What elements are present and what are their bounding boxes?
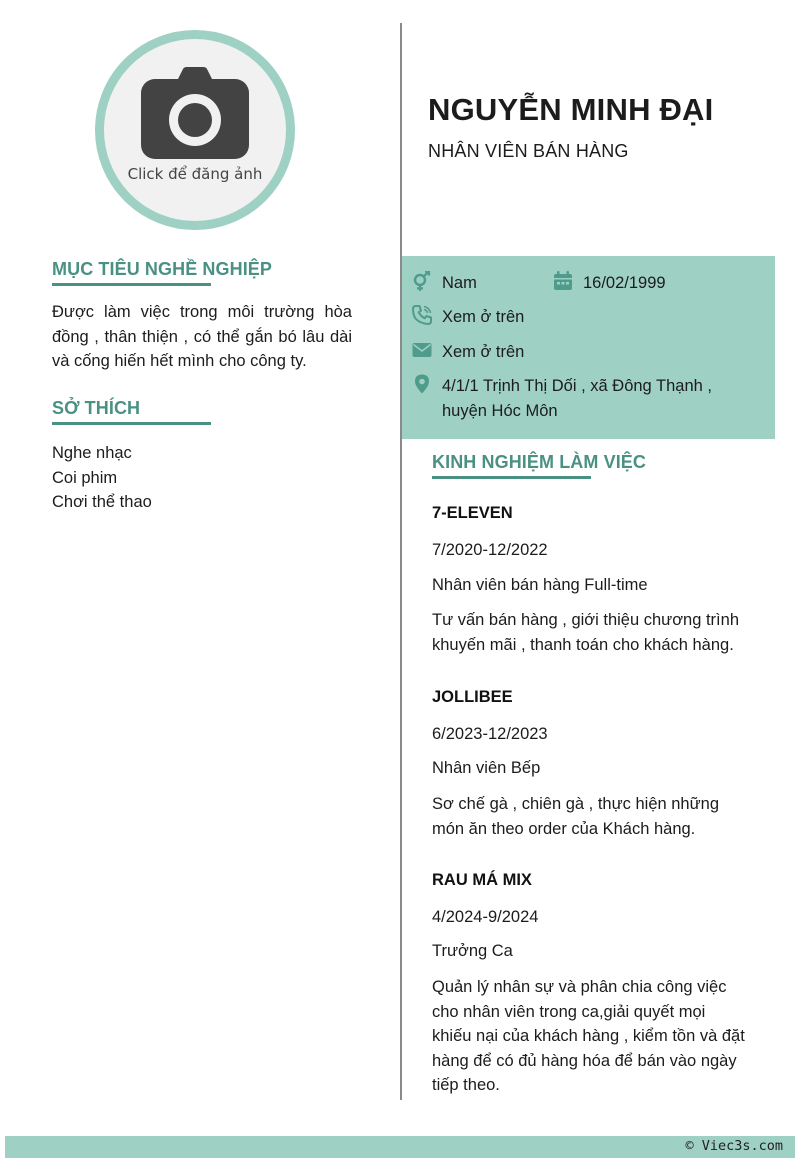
objective-underline xyxy=(52,283,211,286)
envelope-icon xyxy=(412,340,432,360)
job-description xyxy=(432,608,762,657)
gender-value: Nam xyxy=(442,274,477,292)
job-description-line: cho nhân viên trong ca,giải quyết mọi xyxy=(432,1002,706,1021)
footer-bar xyxy=(5,1136,795,1158)
address-line-1: 4/1/1 Trịnh Thị Dối , xã Đông Thạnh , xyxy=(442,377,712,395)
avatar-caption[interactable]: Click để đăng ảnh xyxy=(127,165,263,183)
experience-underline xyxy=(432,476,591,479)
job-position: Trưởng Ca xyxy=(432,942,513,960)
hobby-item: Nghe nhạc xyxy=(52,444,132,462)
candidate-name: NGUYỄN MINH ĐẠI xyxy=(428,92,714,127)
job-description-line: món ăn theo order của Khách hàng. xyxy=(432,819,696,838)
job-description-line: tiếp theo. xyxy=(432,1076,500,1094)
job-period: 7/2020-12/2022 xyxy=(432,541,548,559)
job-description-line: Tư vấn bán hàng , giới thiệu chương trình xyxy=(432,611,739,629)
phone-icon xyxy=(412,305,432,325)
job-description-line: khiếu nại của khách hàng , kiểm tồn và đặt xyxy=(432,1027,745,1045)
objective-text: Được làm việc trong môi trường hòa đồng , thân thiện , có thể gắn bó lâu dài và cống hiến hết mình cho công ty. xyxy=(52,303,352,370)
column-divider xyxy=(400,23,402,1100)
hobby-list xyxy=(52,441,352,515)
experience-title: KINH NGHIỆM LÀM VIỆC xyxy=(432,452,647,472)
camera-icon xyxy=(141,67,249,159)
job-company: JOLLIBEE xyxy=(432,688,513,706)
footer-copyright[interactable]: © Viec3s.com xyxy=(685,1138,783,1154)
gender-icon xyxy=(412,271,432,291)
map-pin-icon xyxy=(412,374,432,394)
job-period: 6/2023-12/2023 xyxy=(432,725,548,743)
hobbies-underline xyxy=(52,422,211,425)
objective-title: MỤC TIÊU NGHỀ NGHIỆP xyxy=(52,259,273,279)
hobbies-title: SỞ THÍCH xyxy=(52,398,141,418)
email-value: Xem ở trên xyxy=(442,343,525,361)
job-description-line: hàng để có đủ hàng hóa để bán vào ngày xyxy=(432,1051,737,1070)
candidate-job-title: NHÂN VIÊN BÁN HÀNG xyxy=(428,141,629,161)
job-company: 7-ELEVEN xyxy=(432,504,513,522)
job-description xyxy=(432,792,762,841)
calendar-icon xyxy=(553,271,573,291)
job-position: Nhân viên Bếp xyxy=(432,759,541,777)
job-period: 4/2024-9/2024 xyxy=(432,908,539,926)
birthday-value: 16/02/1999 xyxy=(583,274,666,292)
job-position: Nhân viên bán hàng Full-time xyxy=(432,576,648,594)
job-description-line: Sơ chế gà , chiên gà , thực hiện những xyxy=(432,795,720,813)
job-description xyxy=(432,975,762,1098)
job-company: RAU MÁ MIX xyxy=(432,871,532,889)
hobby-item: Coi phim xyxy=(52,468,118,487)
job-description-line: khuyến mãi , thanh toán cho khách hàng. xyxy=(432,635,734,654)
address-line-2: huyện Hóc Môn xyxy=(442,402,558,420)
phone-value: Xem ở trên xyxy=(442,308,525,326)
job-description-line: Quản lý nhân sự và phân chia công việc xyxy=(432,978,727,996)
hobby-item: Chơi thể thao xyxy=(52,493,152,511)
